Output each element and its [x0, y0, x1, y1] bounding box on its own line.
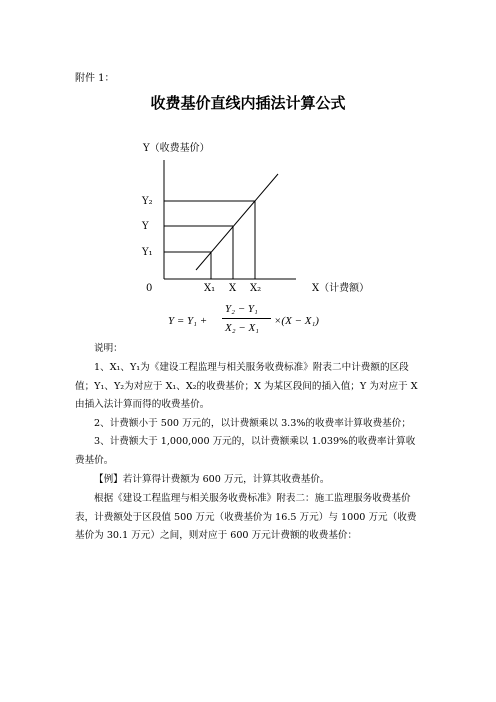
- explain-heading: 说明：: [94, 343, 123, 354]
- interpolation-line: [196, 174, 278, 270]
- y-tick-label: Y: [142, 221, 149, 232]
- x-tick-label: X₁: [204, 283, 216, 294]
- x-tick-label: X: [229, 283, 237, 294]
- note-3: 3、计费额大于 1,000,000 万元的，以计费额乘以 1.039%的收费率计算收费基价。: [75, 436, 416, 466]
- x-tick-label: X₂: [250, 283, 262, 294]
- y-axis-label: Y（收费基价）: [143, 143, 210, 154]
- interpolation-diagram: [0, 0, 496, 330]
- example-heading: 【例】若计算得计费额为 600 万元，计算其收费基价。: [94, 474, 330, 485]
- origin-label: 0: [146, 283, 153, 294]
- y-tick-label: Y₂: [142, 196, 153, 207]
- x-axis-label: X（计费额）: [312, 283, 370, 294]
- formula-rhs: ×(X − X₁): [274, 315, 319, 327]
- note-2: 2、计费额小于 500 万元的，以计费额乘以 3.3%的收费率计算收费基价；: [94, 418, 411, 429]
- formula-numerator: Y₂ − Y₁: [225, 303, 258, 315]
- fraction-bar: [222, 318, 271, 319]
- page-title: 收费基价直线内插法计算公式: [150, 94, 346, 112]
- note-1: 1、X₁、Y₁为《建设工程监理与相关服务收费标准》附表二中计费额的区段值；Y₁、Y₂为对应于 X₁、X₂的收费基价；X 为某区段间的插入值；Y 为对应于 X 由插入法计算而得的收费基价。: [75, 362, 418, 410]
- formula-lhs: Y = Y₁ +: [168, 315, 208, 327]
- y-tick-label: Y₁: [142, 247, 153, 258]
- formula-denominator: X₂ − X₁: [225, 322, 260, 334]
- attachment-label: 附件 1：: [75, 73, 115, 84]
- example-body: 根据《建设工程监理与相关服务收费标准》附表二：施工监理服务收费基价表，计费额处于区段值 500 万元（收费基价为 16.5 万元）与 1000 万元（收费基价为 30.1 万元）之间，则对应于 600 万元计费额的收费基价：: [75, 493, 417, 541]
